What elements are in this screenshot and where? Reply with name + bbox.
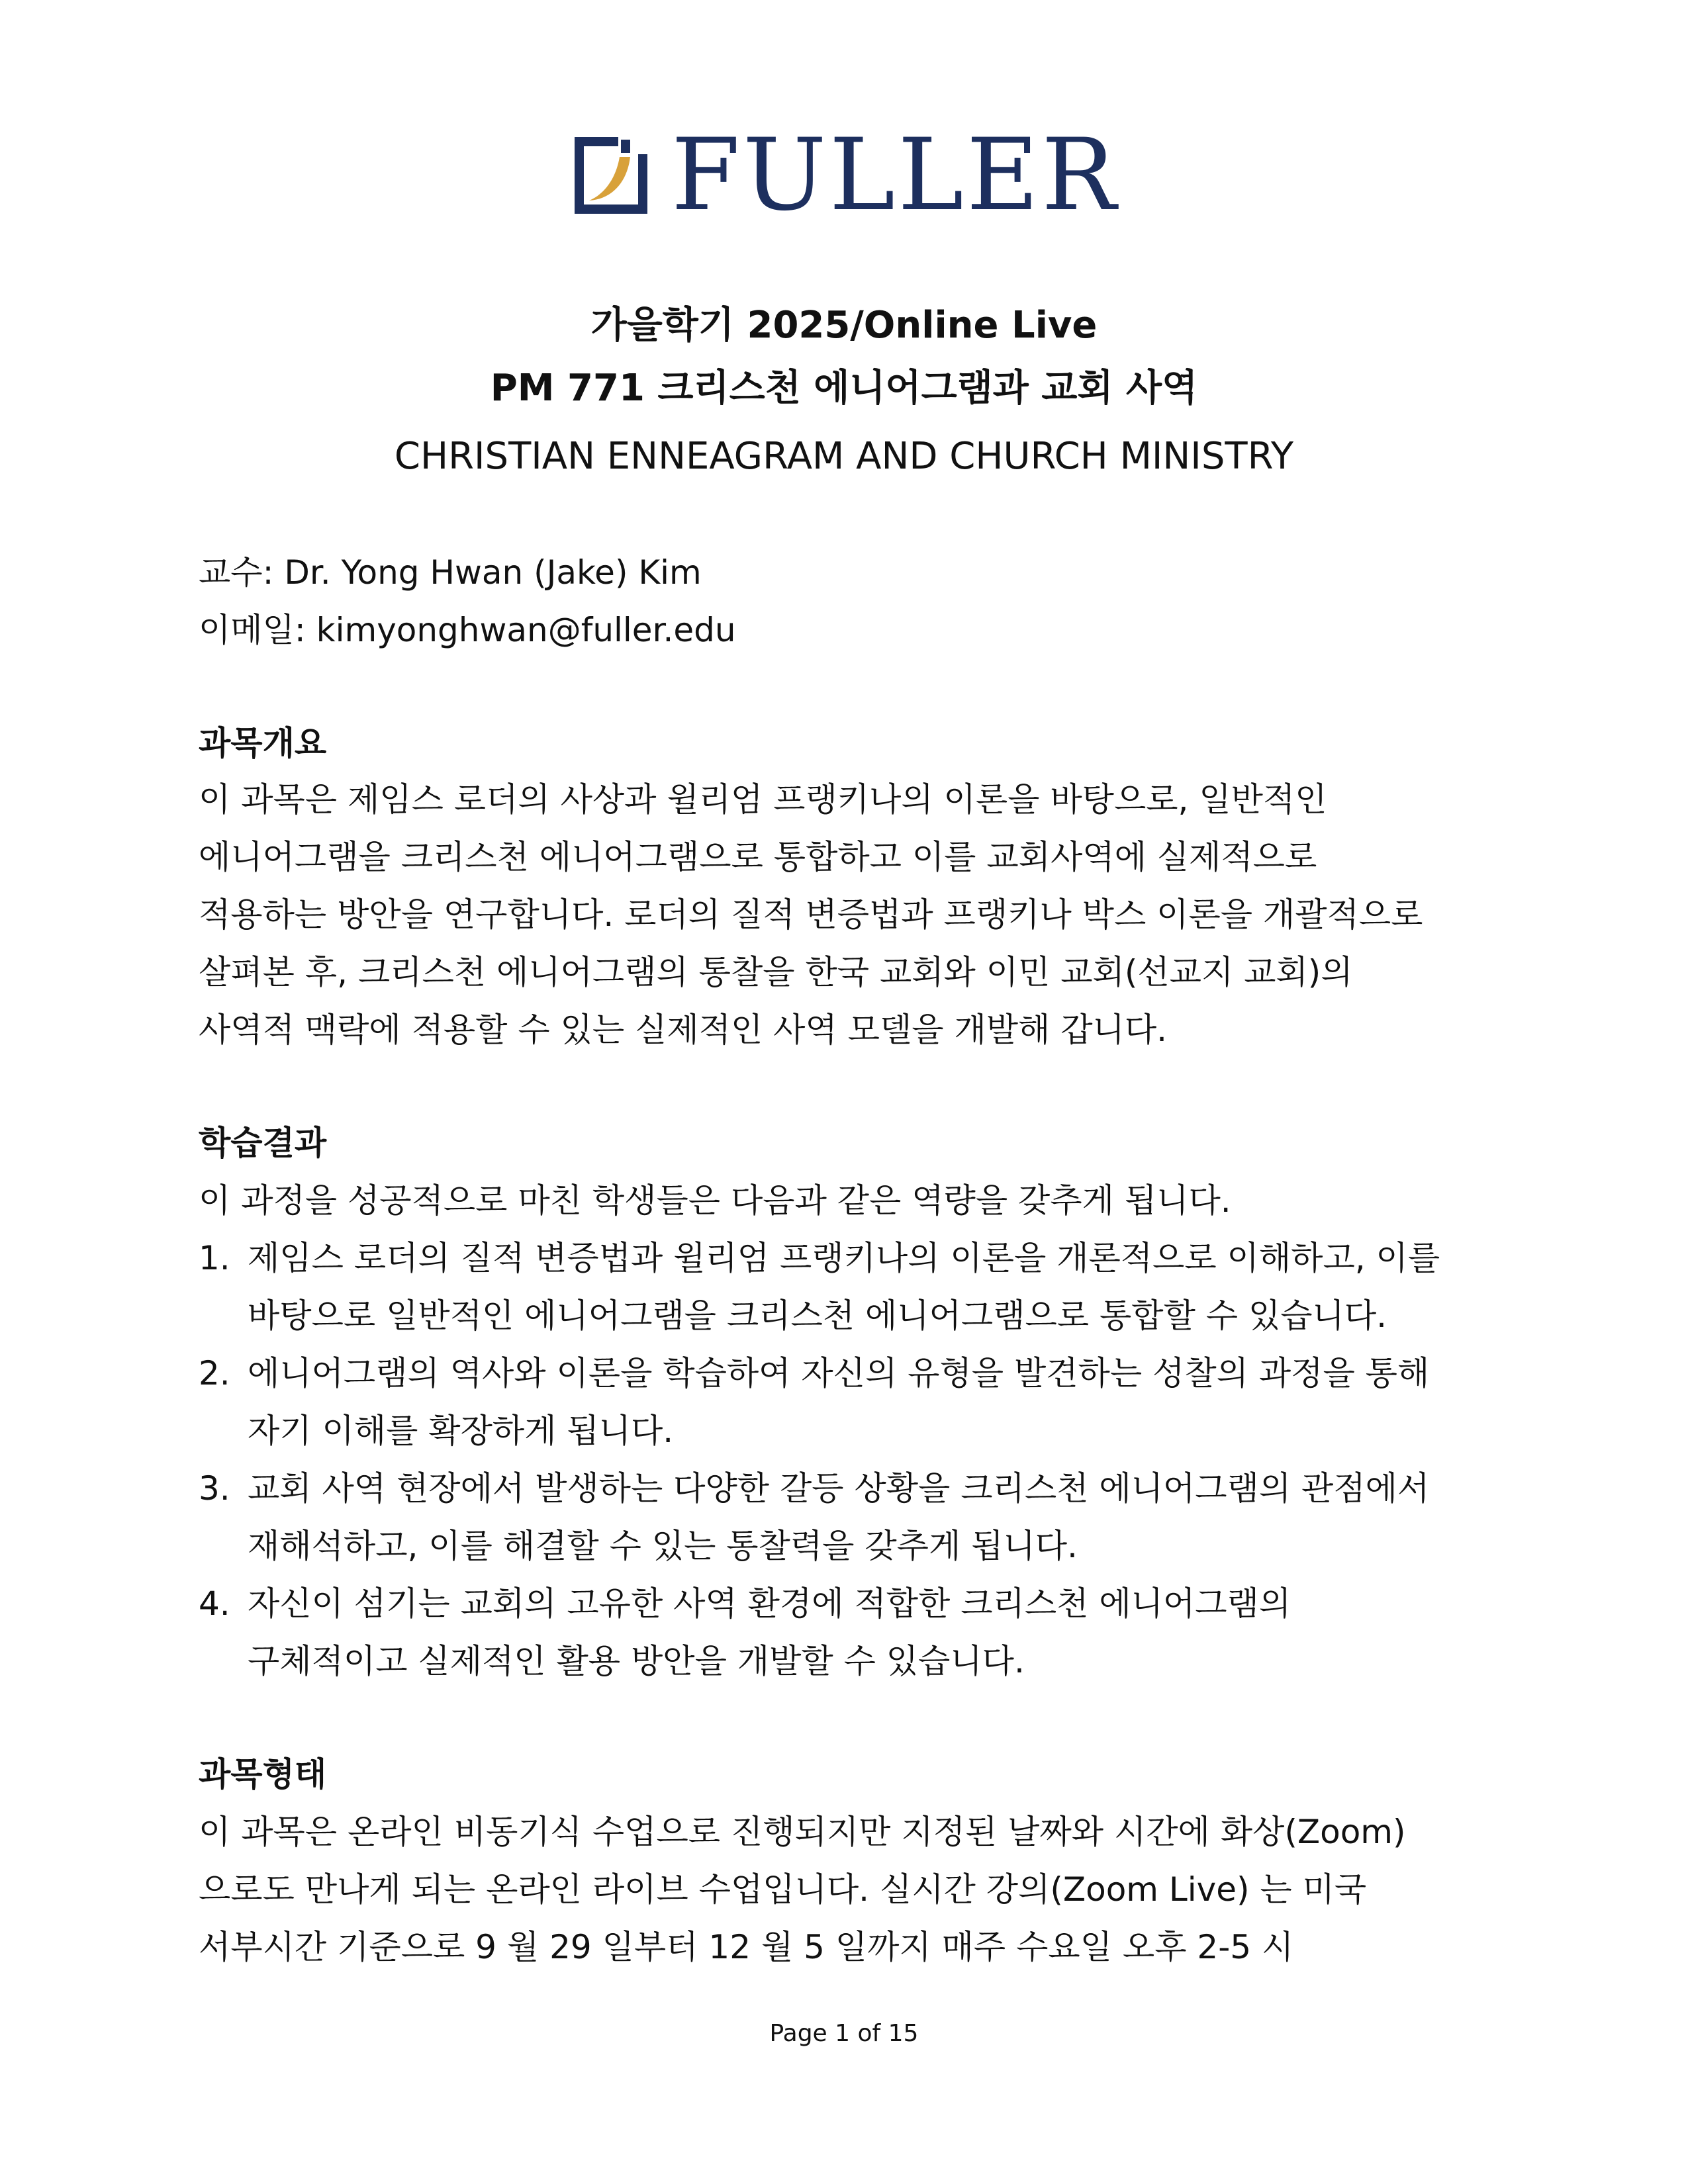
outcome-line: 재해석하고, 이를 해결할 수 있는 통찰력을 갖추게 됩니다.: [248, 1527, 1078, 1565]
page-number: Page 1 of 15: [769, 2020, 919, 2047]
outcome-number: 2.: [199, 1354, 230, 1392]
format-line: 으로도 만나게 되는 온라인 라이브 수업입니다. 실시간 강의(Zoom Live) 는 미국: [199, 1870, 1367, 1909]
course-title-en: CHRISTIAN ENNEAGRAM AND CHURCH MINISTRY: [394, 435, 1294, 478]
outcome-line: 자기 이해를 확장하게 됩니다.: [248, 1412, 674, 1450]
overview-line: 적용하는 방안을 연구합니다. 로더의 질적 변증법과 프랭키나 박스 이론을 개괄적으로: [199, 895, 1423, 934]
outcome-line: 교회 사역 현장에서 발생하는 다양한 갈등 상황을 크리스천 에니어그램의 관점에서: [248, 1469, 1430, 1508]
overview-line: 에니어그램을 크리스천 에니어그램으로 통합하고 이를 교회사역에 실제적으로: [199, 838, 1317, 876]
format-heading: 과목형태: [199, 1755, 327, 1794]
overview-line: 사역적 맥락에 적용할 수 있는 실제적인 사역 모델을 개발해 갑니다.: [199, 1011, 1168, 1049]
fuller-logo-mark-icon: [569, 134, 651, 216]
course-title-ko: PM 771 크리스천 에니어그램과 교회 사역: [490, 367, 1198, 410]
overview-line: 이 과목은 제임스 로더의 사상과 윌리엄 프랭키나의 이론을 바탕으로, 일반적인: [199, 780, 1327, 819]
outcome-line: 에니어그램의 역사와 이론을 학습하여 자신의 유형을 발견하는 성찰의 과정을 통해: [248, 1354, 1430, 1392]
outcome-number: 3.: [199, 1469, 230, 1508]
overview-heading: 과목개요: [199, 724, 327, 762]
outcome-number: 1.: [199, 1239, 230, 1277]
fuller-logo-text: FULLER: [671, 118, 1119, 233]
term-title: 가을학기 2025/Online Live: [590, 304, 1098, 347]
outcomes-intro: 이 과정을 성공적으로 마친 학생들은 다음과 같은 역량을 갖추게 됩니다.: [199, 1181, 1231, 1220]
outcome-number: 4.: [199, 1584, 230, 1623]
overview-line: 살펴본 후, 크리스천 에니어그램의 통찰을 한국 교회와 이민 교회(선교지 교회)의: [199, 953, 1353, 991]
outcome-line: 바탕으로 일반적인 에니어그램을 크리스천 에니어그램으로 통합할 수 있습니다.: [248, 1297, 1387, 1335]
professor-line: 교수: Dr. Yong Hwan (Jake) Kim: [199, 553, 702, 592]
outcomes-heading: 학습결과: [199, 1124, 327, 1162]
outcome-line: 자신이 섬기는 교회의 고유한 사역 환경에 적합한 크리스천 에니어그램의: [248, 1584, 1291, 1623]
format-line: 이 과목은 온라인 비동기식 수업으로 진행되지만 지정된 날짜와 시간에 화상(Zoom): [199, 1813, 1406, 1851]
format-line: 서부시간 기준으로 9 월 29 일부터 12 월 5 일까지 매주 수요일 오후 2-5 시: [199, 1928, 1294, 1966]
fuller-logo: [569, 118, 1119, 233]
email-line: 이메일: kimyonghwan@fuller.edu: [199, 611, 736, 649]
outcome-line: 구체적이고 실제적인 활용 방안을 개발할 수 있습니다.: [248, 1642, 1025, 1680]
outcome-line: 제임스 로더의 질적 변증법과 윌리엄 프랭키나의 이론을 개론적으로 이해하고, 이를: [248, 1239, 1440, 1277]
